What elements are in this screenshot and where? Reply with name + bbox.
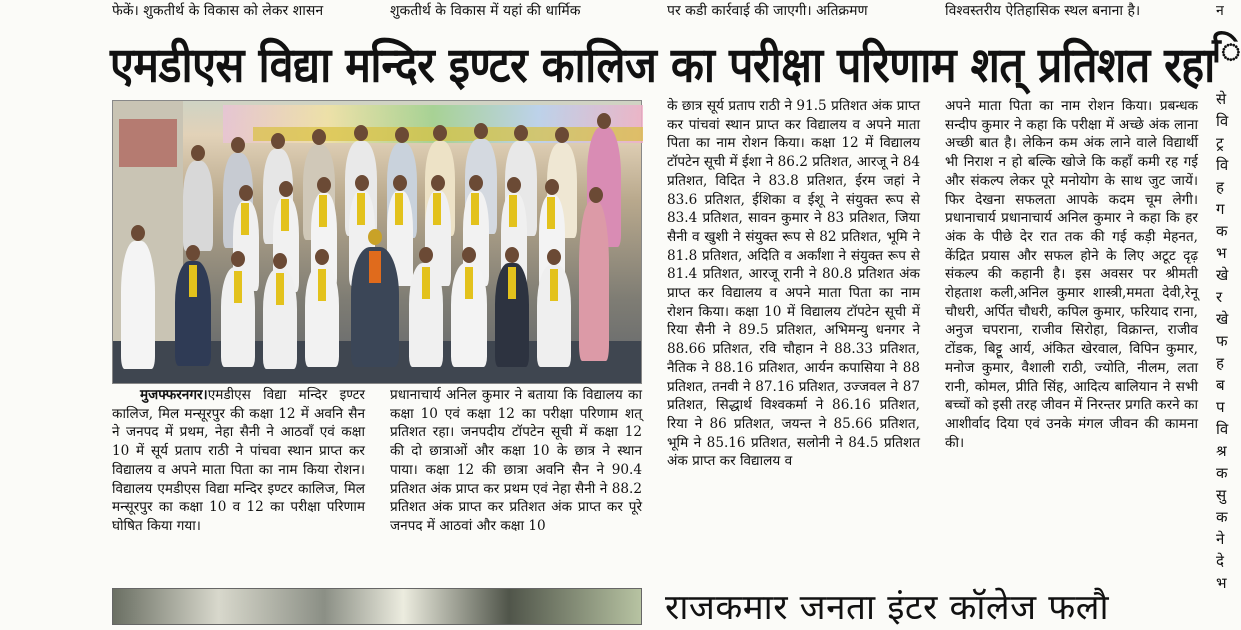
article-column-2: प्रधानाचार्य अनिल कुमार ने बताया कि विद्यालय का कक्षा 10 एवं कक्षा 12 का परीक्षा परिणाम शत् प्रतिशत रहा। जनपदीय टॉपटेन सूची में कक्षा 12 की दो छात्राओं और कक्षा 10 के छात्र ने स्थान पाया। कक्षा 12 की छात्रा अवनि सैन ने 90.4 प्रतिशत अंक प्राप्त कर प्रथम एवं नेहा सैनी ने 88.2 प्रतिशत अंक प्राप्त कर प्रतिशत अंक प्राप्त कर पूरे जनपद में आठवां और कक्षा 10 [390, 387, 642, 534]
dateline: मुजफ्फरनगर। [140, 387, 208, 403]
article-column-4: अपने माता पिता का नाम रोशन किया। प्रबन्धक सन्दीप कुमार ने कहा कि परीक्षा में अच्छे अंक लाना अच्छी बात है। लेकिन कम अंक लाने वाले विद्यार्थी भी निराश न हो बल्कि खोजे कि कहाँ कमी रह गई और संकल्प लेकर पूरे मनोयोग के साथ जुट जायें। फिर देखना सफलता आपके कदम चूम लेगी। प्रधानाचार्य प्रधानाचार्य अनिल कुमार ने कहा कि हर अंक के पीछे देर रात तक की गई कड़ी मेहनत, केंद्रित प्रयास और सफल होने के लिए अटूट दृढ़ संकल्प की कहानी है। इस अवसर पर श्रीमती रोहताश कली,अनिल कुमार शास्त्री,ममता देवी,रेनू चौधरी, अर्पित चौधरी, कपिल कुमार, फरियाद राना, अनुज चपराना, राजीव सिरोहा, विक्रान्त, राजीव टोंडक, बिट्टू आर्य, अंकित खेरवाल, विपिन कुमार, मनोज कुमार, वैशाली राठी, ज्योति, नीलम, लता रानी, कोमल, प्रीति सिंह, आदित्य बालियान ने सभी बच्चों को इसी तरह जीवन में निरन्तर प्रगति करने का आशीर्वाद दिया एवं उनके मंगल जीवन की कामना की। [945, 98, 1198, 451]
adjacent-column-fragment: से वि ट्र वि ह ग क भ खे र खे फ ह ब प वि श्र क सु क ने दे भ [1216, 90, 1229, 592]
group-photo [112, 100, 642, 384]
prev-article-snippet-5: न [1216, 3, 1224, 19]
prev-article-snippet-4: विश्वस्तरीय ऐतिहासिक स्थल बनाना है। [945, 3, 1141, 19]
article-column-1 [112, 386, 365, 582]
next-article-headline: राजकमार जनता इंटर कॉलेज फलौ [665, 588, 1110, 628]
article-column-1-text: एमडीएस विद्या मन्दिर इण्टर कालिज, मिल मन्सूरपुर की कक्षा 12 में अवनि सैन ने जनपद में प्रथम, नेहा सैनी ने आठवाँ एवं कक्षा 10 में सूर्य प्रताप राठी ने पांचवा स्थान प्राप्त कर विद्यालय व अपने माता पिता का नाम किया रोशन। विद्यालय एमडीएस विद्या मन्दिर इण्टर कालिज, मिल मन्सूरपुर का कक्षा 10 व 12 का परीक्षा परिणाम घोषित किया गया। [112, 387, 365, 534]
adjacent-headline-fragment: ि [1212, 31, 1241, 71]
article-column-3: के छात्र सूर्य प्रताप राठी ने 91.5 प्रतिशत अंक प्राप्त कर पांचवां स्थान प्राप्त कर विद्यालय व अपने माता पिता का नाम रोशन किया। कक्षा 12 में विद्यालय टॉपटेन सूची में ईशा ने 86.2 प्रतिशत, आरजू ने 84 प्रतिशत, विदित ने 83.8 प्रतिशत, ईरम जहां ने 83.6 प्रतिशत, ईशिका व ईशू ने संयुक्त रूप से 83.4 प्रतिशत, सावन कुमार ने 83 प्रतिशत, जिया सैनी व खुशी ने संयुक्त रूप से 82 प्रतिशत, भूमि ने 81.8 प्रतिशत, अदिति व अर्कांशा ने संयुक्त रूप से 81.4 प्रतिशत, आरजू रानी ने 80.8 प्रतिशत अंक प्राप्त कर विद्यालय व अपने माता पिता का नाम रोशन किया। कक्षा 10 में विद्यालय टॉपटेन सूची में रिया सैनी ने 89.5 प्रतिशत, अभिमन्यु धनगर ने 88.66 प्रतिशत, रवि चौहान ने 88.33 प्रतिशत, नैतिक ने 88.16 प्रतिशत, आर्यन कपासिया ने 88 प्रतिशत, तनवी ने 87.16 प्रतिशत, उज्जवल ने 87 प्रतिशत, सिद्धार्थ विश्वकर्मा ने 86.16 प्रतिशत, रिया ने 86 प्रतिशत, जयन्त ने 85.66 प्रतिशत, भूमि ने 85.16 प्रतिशत, सलोनी ने 84.5 प्रतिशत अंक प्राप्त कर विद्यालय व [667, 98, 920, 470]
page-title: एमडीएस विद्या मन्दिर इण्टर कालिज का परीक्षा परिणाम शत् प्रतिशत रहा [110, 37, 1215, 94]
prev-article-snippet-1: फेकें। शुकतीर्थ के विकास को लेकर शासन [112, 3, 324, 19]
prev-article-snippet-2: शुकतीर्थ के विकास में यहां की धार्मिक [390, 3, 581, 19]
photo-wall-sign [119, 119, 177, 167]
prev-article-snippet-3: पर कडी कार्रवाई की जाएगी। अतिक्रमण [667, 3, 868, 19]
next-article-photo [112, 588, 642, 625]
